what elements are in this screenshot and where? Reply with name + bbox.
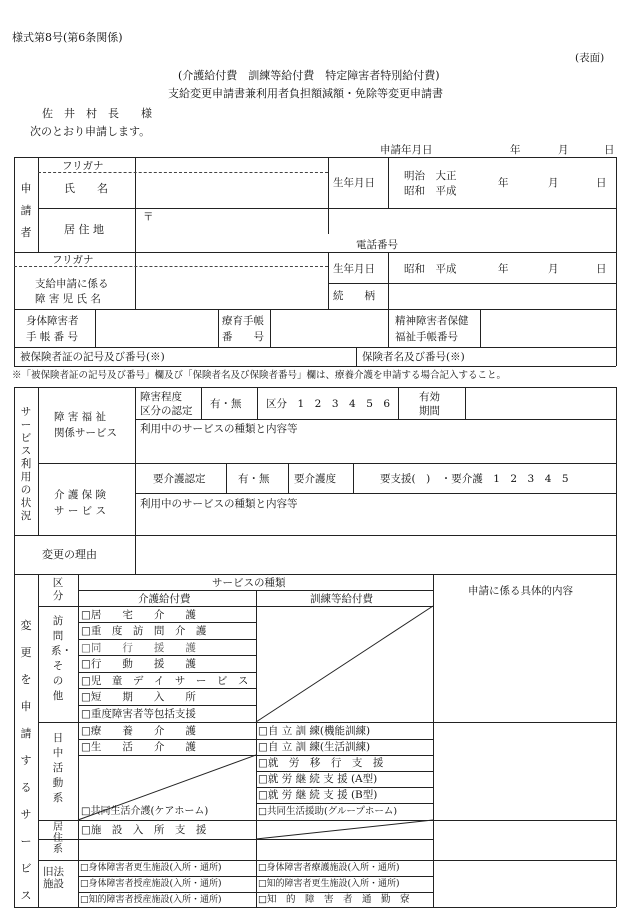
title-line-1: (介護給付費 訓練等給付費 特定障害者特別給付費): [178, 69, 440, 82]
welfare-label-1: 障 害 福 祉: [54, 411, 107, 423]
phone-label: 電話番号: [356, 239, 398, 251]
insurance-note: ※「被保険者証の記号及び番号」欄及び「保険者名及び保険者番号」欄は、療養介護を申請する場合記入すること。: [12, 370, 507, 381]
visit-item-4[interactable]: □児 童 デ イ サ ー ビ ス: [81, 675, 249, 687]
service-status-side-label: サービス利用の状況: [20, 406, 32, 522]
old-kunren-0[interactable]: □身体障害者療護施設(入所・通所): [258, 863, 400, 873]
child-label-2: 障 害 児 氏 名: [35, 293, 101, 305]
mental-cert-label-2: 福祉手帳番号: [395, 331, 458, 343]
visit-item-2[interactable]: □同 行 援 護: [81, 642, 196, 654]
side-label: (表面): [575, 52, 605, 64]
addressee: 佐 井 村 長 様: [42, 107, 152, 120]
mental-cert-label-1: 精神障害者保健: [395, 315, 469, 327]
res-kaigo-1[interactable]: □施 設 入 所 支 援: [81, 824, 207, 836]
daytime-kunren-1[interactable]: □自 立 訓 練(生活訓練): [258, 741, 371, 753]
change-reason-label: 変更の理由: [42, 548, 97, 561]
child-birth-day: 日: [596, 263, 607, 275]
applicant-name-label: 氏 名: [64, 182, 108, 195]
class-label: 区分 1 2 3 4 5 6: [266, 398, 391, 410]
old-kunren-1[interactable]: □知的障害者更生施設(入所・通所): [258, 879, 400, 889]
care-cert-label: 要介護認定: [153, 473, 206, 485]
visiting-category: 訪問系・その他: [51, 615, 72, 702]
old-kaigo-1[interactable]: □身体障害者授産施設(入所・通所): [80, 879, 222, 889]
old-law-category: 旧法施設: [43, 866, 64, 890]
care-level-label: 要介護度: [294, 473, 336, 485]
address-label: 居 住 地: [64, 223, 104, 236]
child-birth-year: 年: [498, 263, 509, 275]
care-in-use-label: 利用中のサービスの種類と内容等: [140, 498, 298, 510]
physical-cert-label-2: 手 帳 番 号: [26, 331, 79, 343]
date-label: 申請年月日: [380, 144, 433, 156]
form-number: 様式第8号(第6条関係): [12, 31, 123, 44]
res-kaigo-0[interactable]: □共同生活介護(ケアホーム): [81, 806, 209, 817]
daytime-kunren-4[interactable]: □就 労 継 続 支 援 (B型): [258, 789, 378, 801]
child-birth-month: 月: [548, 263, 559, 275]
old-kunren-2[interactable]: □知 的 障 害 者 通 勤 寮: [258, 894, 410, 905]
visit-item-1[interactable]: □重 度 訪 問 介 護: [81, 625, 207, 637]
old-kaigo-2[interactable]: □知的障害者授産施設(入所・通所): [80, 895, 222, 905]
postal-mark: 〒: [143, 211, 154, 223]
care-yes-no: 有・無: [238, 473, 270, 485]
support-level-label: 要支援( ) ・要介護 1 2 3 4 5: [380, 473, 569, 485]
valid-label-1: 有効: [419, 391, 440, 403]
category-label: 区分: [52, 577, 64, 602]
daytime-kunren-2[interactable]: □就 労 移 行 支 援: [258, 757, 384, 769]
visit-item-0[interactable]: □居 宅 介 護: [81, 609, 196, 621]
applicant-side-label: 申請者: [20, 182, 32, 239]
page-title: 支給変更申請書兼利用者負担額減額・免除等変更申請書: [168, 87, 443, 100]
daytime-kaigo-1[interactable]: □生 活 介 護: [81, 741, 196, 753]
degree-label-2: 区分の認定: [140, 405, 193, 417]
insured-label: 被保険者証の記号及び番号(※): [20, 351, 165, 363]
visit-item-5[interactable]: □短 期 入 所: [81, 691, 196, 703]
welfare-in-use-label: 利用中のサービスの種類と内容等: [140, 423, 298, 435]
daytime-kaigo-0[interactable]: □療 養 介 護: [81, 725, 196, 737]
service-types-label: サービスの種類: [212, 577, 286, 589]
applicant-era-2: 昭和 平成: [404, 185, 457, 197]
child-birth-label: 生年月日: [333, 263, 375, 275]
res-kunren-0[interactable]: □共同生活援助(グループホーム): [258, 806, 398, 817]
visit-item-6[interactable]: □重度障害者等包括支援: [81, 708, 196, 720]
child-label-1: 支給申請に係る: [35, 278, 109, 290]
detail-header: 申請に係る具体的内容: [468, 585, 573, 597]
insurer-label: 保険者名及び番号(※): [362, 351, 465, 363]
ryoiku-label-1: 療育手帳: [222, 315, 264, 327]
applicant-furigana-label: フリガナ: [62, 160, 104, 172]
date-day: 日: [604, 144, 615, 156]
date-year: 年: [510, 144, 521, 156]
applicant-era-1: 明治 大正: [404, 170, 457, 182]
care-label-1: 介 護 保 険: [54, 489, 107, 501]
degree-label-1: 障害程度: [140, 391, 182, 403]
intro-text: 次のとおり申請します。: [30, 125, 151, 138]
applicant-birth-year: 年: [498, 177, 509, 189]
degree-yes-no: 有・無: [210, 398, 242, 410]
valid-label-2: 期間: [419, 405, 440, 417]
date-month: 月: [558, 144, 569, 156]
care-label-2: サ ー ビ ス: [54, 505, 107, 517]
change-side-label: 変更を申請するサービス: [20, 619, 32, 902]
relation-label: 続 柄: [333, 290, 375, 302]
applicant-birth-day: 日: [596, 177, 607, 189]
kunren-header: 訓練等給付費: [310, 593, 373, 605]
residential-category: 居住系: [53, 822, 63, 855]
physical-cert-label-1: 身体障害者: [26, 315, 79, 327]
old-kaigo-0[interactable]: □身体障害者更生施設(入所・通所): [80, 863, 222, 873]
applicant-birth-label: 生年月日: [333, 177, 375, 189]
kaigo-header: 介護給付費: [138, 593, 191, 605]
visit-item-3[interactable]: □行 動 援 護: [81, 658, 196, 670]
daytime-kunren-3[interactable]: □就 労 継 続 支 援 (A型): [258, 773, 378, 785]
child-era: 昭和 平成: [404, 263, 457, 275]
applicant-birth-month: 月: [548, 177, 559, 189]
ryoiku-label-2: 番 号: [222, 331, 264, 343]
daytime-category: 日中活動系: [52, 732, 64, 804]
child-furigana-label: フリガナ: [52, 254, 94, 266]
welfare-label-2: 関係サービス: [54, 427, 117, 439]
daytime-kunren-0[interactable]: □自 立 訓 練(機能訓練): [258, 725, 371, 737]
